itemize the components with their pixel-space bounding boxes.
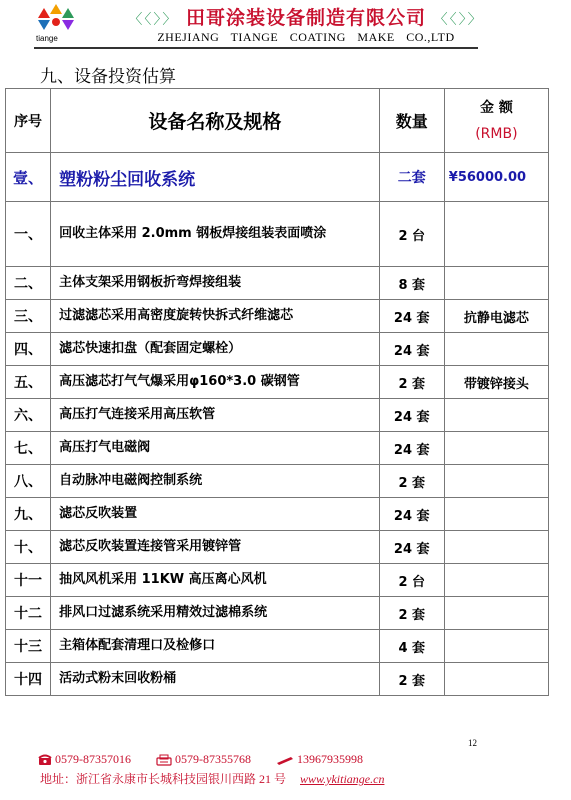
row-qty: 2 套: [379, 597, 444, 630]
row-no: 四、: [6, 333, 51, 366]
row-name: 高压打气电磁阀: [51, 432, 380, 465]
row-no: 三、: [6, 300, 51, 333]
row-name: 自动脉冲电磁阀控制系统: [51, 465, 380, 498]
equipment-table: [5, 88, 549, 696]
header-name: 设备名称及规格: [51, 89, 380, 153]
header-amount-label: 金 额: [479, 99, 513, 116]
row-note: [444, 432, 548, 465]
footer-address-line: [40, 770, 384, 787]
row-qty: 24 套: [379, 399, 444, 432]
row-name: 主体支架采用钢板折弯焊接组装: [51, 267, 380, 300]
phone-icon: [38, 754, 52, 766]
row-no: 七、: [6, 432, 51, 465]
row-no: 十一: [6, 564, 51, 597]
row-no: 五、: [6, 366, 51, 399]
footer-phone: [38, 752, 134, 766]
header-divider: [34, 47, 478, 49]
footer-phone-text: 0579-87357016: [55, 752, 131, 766]
table-row: [6, 564, 549, 597]
row-no: 十四: [6, 663, 51, 696]
row-no: 八、: [6, 465, 51, 498]
row-qty: 2 台: [379, 202, 444, 267]
row-note: [444, 267, 548, 300]
row-note: 抗静电滤芯: [444, 300, 548, 333]
page-number: 12: [468, 738, 477, 748]
table-row: [6, 333, 549, 366]
header-no: 序号: [6, 89, 51, 153]
letterhead: [0, 0, 571, 52]
row-note: [444, 465, 548, 498]
row-note: [444, 399, 548, 432]
row-no: 六、: [6, 399, 51, 432]
company-name-cn: [86, 3, 526, 30]
group-row: [6, 153, 549, 202]
table-row: [6, 531, 549, 564]
company-name-cn-text: 田哥涂装设备制造有限公司: [185, 7, 426, 29]
table-row: [6, 465, 549, 498]
row-note: [444, 564, 548, 597]
table-row: [6, 597, 549, 630]
table-header-row: [6, 89, 549, 153]
row-note: [444, 531, 548, 564]
decor-arrows-left: 〈〈〉〉: [128, 12, 179, 28]
row-name: 主箱体配套清理口及检修口: [51, 630, 380, 663]
section-title: 九、设备投资估算: [40, 67, 176, 87]
row-name: 抽风风机采用 11KW 高压离心风机: [51, 564, 380, 597]
group-name: 塑粉粉尘回收系统: [51, 153, 380, 202]
row-qty: 24 套: [379, 498, 444, 531]
fax-icon: [156, 754, 172, 766]
row-note: [444, 630, 548, 663]
logo-text: tiange: [36, 34, 58, 43]
table-row: [6, 366, 549, 399]
row-qty: 2 套: [379, 465, 444, 498]
table-row: [6, 432, 549, 465]
row-name: 过滤滤芯采用高密度旋转快拆式纤维滤芯: [51, 300, 380, 333]
table-row: [6, 267, 549, 300]
row-no: 十二: [6, 597, 51, 630]
row-no: 十三: [6, 630, 51, 663]
decor-arrows-right: 〈〈〉〉: [433, 12, 484, 28]
row-qty: 24 套: [379, 432, 444, 465]
row-qty: 24 套: [379, 300, 444, 333]
table-row: [6, 498, 549, 531]
footer-mobile: [276, 752, 363, 766]
row-name: 活动式粉末回收粉桶: [51, 663, 380, 696]
row-no: 十、: [6, 531, 51, 564]
row-no: 一、: [6, 202, 51, 267]
row-note: 带镀锌接头: [444, 366, 548, 399]
row-qty: 24 套: [379, 333, 444, 366]
row-name: 高压滤芯打气气爆采用φ160*3.0 碳钢管: [51, 366, 380, 399]
footer-website-link[interactable]: www.ykitiange.cn: [300, 772, 385, 786]
row-qty: 24 套: [379, 531, 444, 564]
row-note: [444, 498, 548, 531]
row-note: [444, 663, 548, 696]
table-row: [6, 399, 549, 432]
header-amount-unit: (RMB): [475, 125, 518, 142]
company-name-en: ZHEJIANG TIANGE COATING MAKE CO.,LTD: [157, 30, 455, 44]
row-qty: 2 套: [379, 366, 444, 399]
row-name: 高压打气连接采用高压软管: [51, 399, 380, 432]
header-qty: 数量: [379, 89, 444, 153]
row-note: [444, 597, 548, 630]
group-qty: 二套: [379, 153, 444, 202]
header-amount: [444, 89, 548, 153]
footer-fax-text: 0579-87355768: [175, 752, 251, 766]
table-row: [6, 630, 549, 663]
group-amount: ¥56000.00: [444, 153, 548, 202]
row-name: 排风口过滤系统采用精效过滤棉系统: [51, 597, 380, 630]
row-no: 九、: [6, 498, 51, 531]
table-row: [6, 202, 549, 267]
row-note: [444, 202, 548, 267]
row-note: [444, 333, 548, 366]
row-no: 二、: [6, 267, 51, 300]
row-name: 滤芯反吹装置: [51, 498, 380, 531]
row-qty: 8 套: [379, 267, 444, 300]
footer-contacts: [38, 752, 363, 767]
mobile-phone-icon: [276, 755, 294, 765]
table-row: [6, 300, 549, 333]
row-name: 滤芯快速扣盘（配套固定螺栓）: [51, 333, 380, 366]
row-qty: 2 台: [379, 564, 444, 597]
row-name: 回收主体采用 2.0mm 钢板焊接组装表面喷涂: [51, 202, 380, 267]
footer-address: 地址：浙江省永康市长城科技园银川西路 21 号: [40, 772, 287, 786]
footer-mobile-text: 13967935998: [297, 752, 363, 766]
group-no: 壹、: [6, 153, 51, 202]
row-qty: 2 套: [379, 663, 444, 696]
footer-fax: [156, 752, 254, 766]
row-name: 滤芯反吹装置连接管采用镀锌管: [51, 531, 380, 564]
table-row: [6, 663, 549, 696]
row-qty: 4 套: [379, 630, 444, 663]
